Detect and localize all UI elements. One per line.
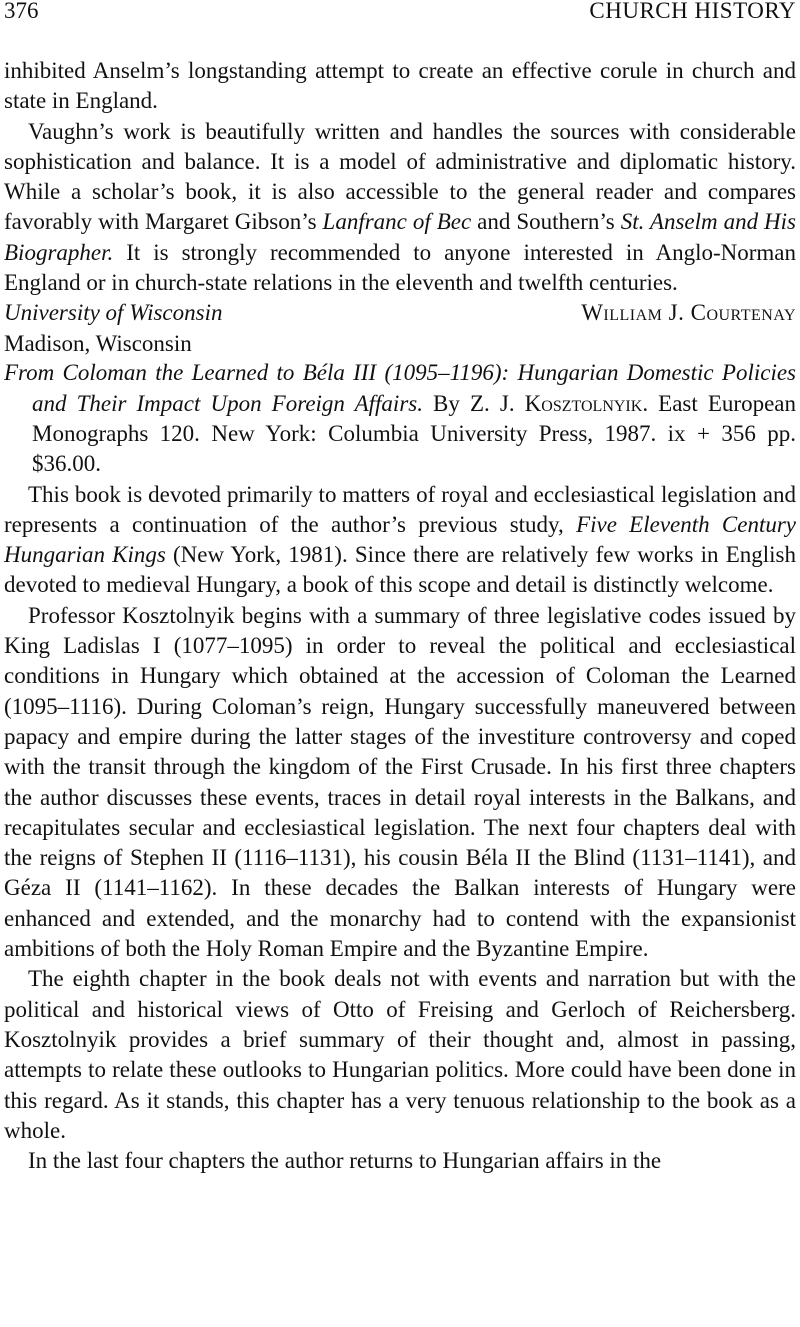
review2-paragraph-1: This book is devoted primarily to matters of royal and ecclesiastical legislation and represents a continuation of the author’s previous study, Five Eleventh Century Hungarian Kings (New York, 1981). Since there are relatively few works in English devoted to medieval Hungary, a book of this scope and detail is distinctly welcome. <box>4 481 797 598</box>
review2-paragraph-2: Professor Kosztolnyik begins with a summary of three legislative codes issued by King Ladislas I (1077–1095) in order to reveal the political and ecclesiastical conditions in Hungary which obtained at the accession of Coloman the Learned (1095–1116). During Coloman’s reign, Hungary successfully maneuvered between papacy and empire during the latter stages of the investiture controversy and coped with the transit through the kingdom of the First Crusade. In his first three chapters the author discusses these events, traces in detail royal interests in the Balkans, and recapitulates secular and ecclesiastical legislation. The next four chapters deal with the reigns of Stephen II (1116–1131), his cousin Béla II the Blind (1131–1141), and Géza II (1141–1162). In these decades the Balkan interests of Hungary were enhanced and extended, and the monarchy had to contend with the expansionist ambitions of both the Holy Roman Empire and the Byzantine Empire. <box>4 602 796 962</box>
reviewer-location: Madison, Wisconsin <box>4 330 192 356</box>
review2-book-title: From Coloman the Learned to Béla III (1095–1196): Hungarian Domestic Policies and Their Impact Upon Foreign Affairs. <box>4 360 796 416</box>
review1-signature <box>4 298 796 358</box>
review2-paragraph-3: The eighth chapter in the book deals not with events and narration but with the political and historical views of Otto of Freising and Gerloch of Reichersberg. Kosztolnyik provides a brief summary of their thought and, almost in passing, attempts to relate these outlooks to Hungarian politics. More could have been done in this regard. As it stands, this chapter has a very tenuous relationship to the book as a whole. <box>4 966 796 1143</box>
review1-paragraph-1: inhibited Anselm’s longstanding attempt to create an effective corule in church and state in England. <box>4 58 796 114</box>
body-text <box>4 56 796 1176</box>
reviewer-name: William J. Courtenay <box>581 300 796 326</box>
cited-title-five-kings: Five Eleventh Century Hungarian Kings <box>4 511 797 568</box>
cited-title-lanfranc: Lanfranc of Bec <box>322 209 472 235</box>
page-number: 376 <box>4 0 39 23</box>
page-header <box>4 0 796 28</box>
review1-paragraph-2: Vaughn’s work is beautifully written and handles the sources with considerable sophistication and balance. It is a model of administrative and diplomatic history. While a scholar’s book, it is also accessible to the general reader and compares favorably with Margaret Gibson’s Lanfranc of Bec and Southern’s St. Anselm and His Biographer. It is strongly recommended to anyone interested in Anglo-Norman England or in church-state relations in the eleventh and twelfth centuries. <box>4 118 796 296</box>
cited-title-anselm: St. Anselm and His Biographer. <box>4 209 796 265</box>
reviewer-affiliation <box>4 298 222 359</box>
review2-book-author: Kosztolnyik <box>524 390 643 416</box>
review2-paragraph-4: In the last four chapters the author returns to Hungarian affairs in the <box>28 1148 662 1174</box>
running-title: CHURCH HISTORY <box>589 0 796 23</box>
review2-citation: From Coloman the Learned to Béla III (1095–1196): Hungarian Domestic Policies and Their Impact Upon Foreign Affairs. By Z. J. Kosztolnyik. East European Monographs 120. New York: Columbia University Press, 1987. ix + 356 pp. $36.00. <box>4 360 796 477</box>
reviewer-institution: University of Wisconsin <box>4 300 223 326</box>
